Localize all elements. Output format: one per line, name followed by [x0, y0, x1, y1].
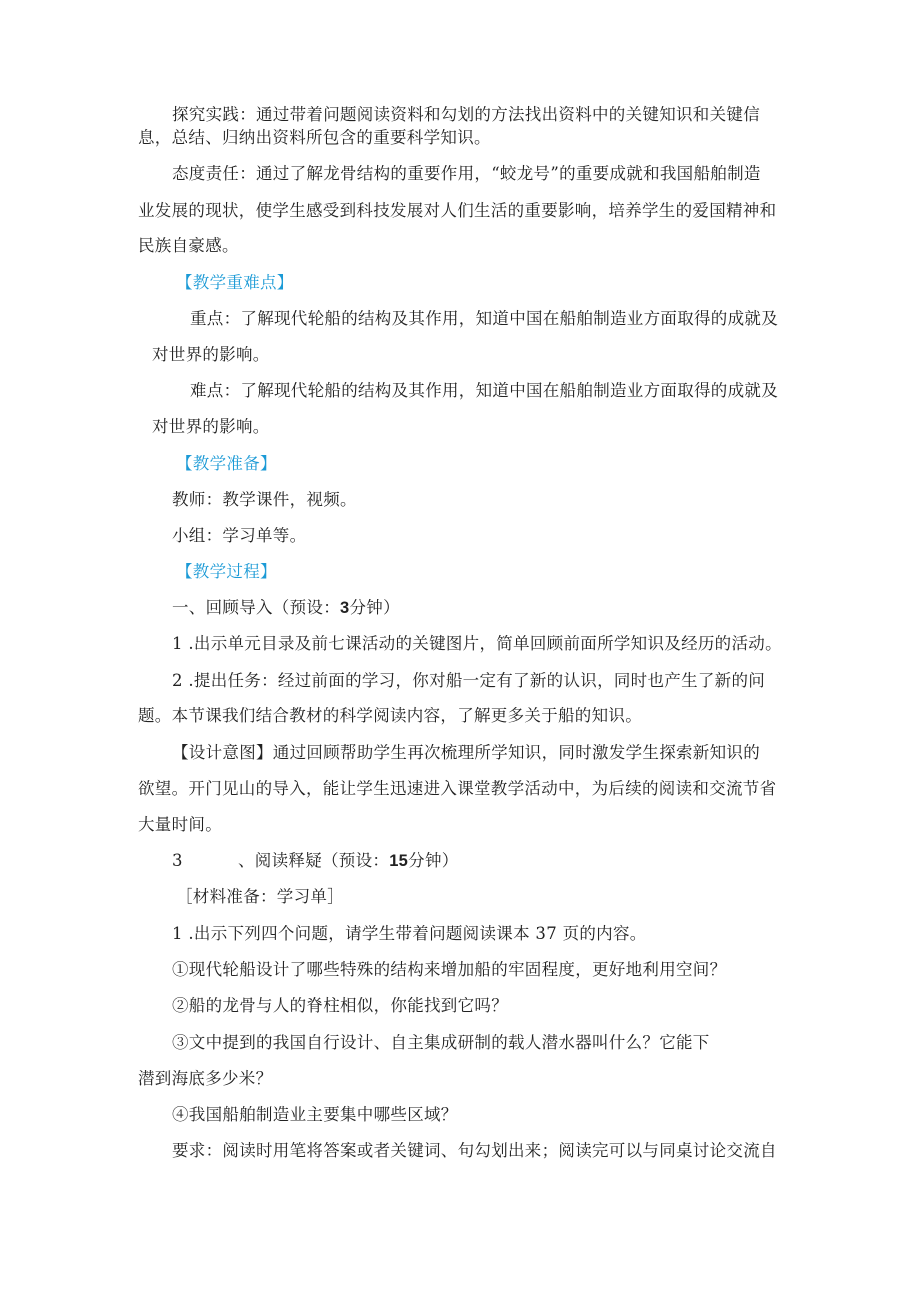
- design-intent-line-3: 大量时间。: [138, 815, 222, 834]
- attitude-line-1: 态度责任：通过了解龙骨结构的重要作用，“蛟龙号”的重要成就和我国船舶制造: [172, 164, 761, 183]
- practice-line-2: 息，总结、归纳出资料所包含的重要科学知识。: [138, 128, 491, 147]
- difficulty-line-2: 对世界的影响。: [152, 417, 270, 436]
- section-2-materials: ［材料准备：学习单］: [176, 887, 344, 906]
- question-2: ②船的龙骨与人的脊柱相似，你能找到它吗？: [172, 996, 508, 1015]
- section-1-item-1: 1 .出示单元目录及前七课活动的关键图片，简单回顾前面所学知识及经历的活动。: [172, 634, 782, 653]
- preparation-teacher: 教师：教学课件，视频。: [172, 490, 357, 509]
- section-1-item-2-line-1: 2 .提出任务：经过前面的学习，你对船一定有了新的认识，同时也产生了新的问: [172, 671, 766, 690]
- preparation-heading: 【教学准备】: [176, 454, 277, 473]
- attitude-line-2: 业发展的现状，使学生感受到科技发展对人们生活的重要影响，培养学生的爱国精神和: [138, 201, 777, 220]
- section-2-minutes: 15: [389, 852, 409, 870]
- focus-line-2: 对世界的影响。: [152, 345, 270, 364]
- section-1-item-2-line-2: 题。本节课我们结合教材的科学阅读内容，了解更多关于船的知识。: [138, 706, 642, 725]
- section-2-title-suffix: 分钟）: [408, 851, 459, 870]
- process-heading: 【教学过程】: [176, 562, 277, 581]
- question-3-line-2: 潜到海底多少米？: [138, 1069, 273, 1088]
- question-1: ①现代轮船设计了哪些特殊的结构来增加船的牢固程度，更好地利用空间？: [172, 960, 727, 979]
- difficulty-line-1: 难点：了解现代轮船的结构及其作用，知道中国在船舶制造业方面取得的成就及: [190, 381, 778, 400]
- section-1-title-text: 一、回顾导入（预设：: [172, 598, 340, 617]
- requirement-line: 要求：阅读时用笔将答案或者关键词、句勾划出来；阅读完可以与同桌讨论交流自: [172, 1141, 777, 1160]
- practice-line-1: 探究实践：通过带着问题阅读资料和勾划的方法找出资料中的关键知识和关键信: [172, 105, 760, 124]
- attitude-line-3: 民族自豪感。: [138, 236, 239, 255]
- section-2-title: [172, 850, 459, 872]
- focus-line-1: 重点：了解现代轮船的结构及其作用，知道中国在船舶制造业方面取得的成就及: [190, 309, 778, 328]
- section-1-minutes: 3: [340, 599, 350, 617]
- design-intent-line-1: 【设计意图】通过回顾帮助学生再次梳理所学知识，同时激发学生探索新知识的: [172, 743, 760, 762]
- section-2-number: 3: [172, 851, 183, 870]
- section-1-title-suffix: 分钟）: [349, 598, 400, 617]
- key-points-heading: 【教学重难点】: [176, 273, 294, 292]
- question-3-line-1: ③文中提到的我国自行设计、自主集成研制的载人潜水器叫什么？它能下: [172, 1033, 710, 1052]
- preparation-group: 小组：学习单等。: [172, 526, 307, 545]
- section-1-title: [172, 597, 400, 619]
- question-4: ④我国船舶制造业主要集中哪些区域？: [172, 1105, 458, 1124]
- section-2-title-text: 、阅读释疑（预设：: [238, 851, 390, 870]
- design-intent-line-2: 欲望。开门见山的导入，能让学生迅速进入课堂教学活动中，为后续的阅读和交流节省: [138, 779, 777, 798]
- section-2-item-1: 1 .出示下列四个问题，请学生带着问题阅读课本 37 页的内容。: [172, 924, 647, 943]
